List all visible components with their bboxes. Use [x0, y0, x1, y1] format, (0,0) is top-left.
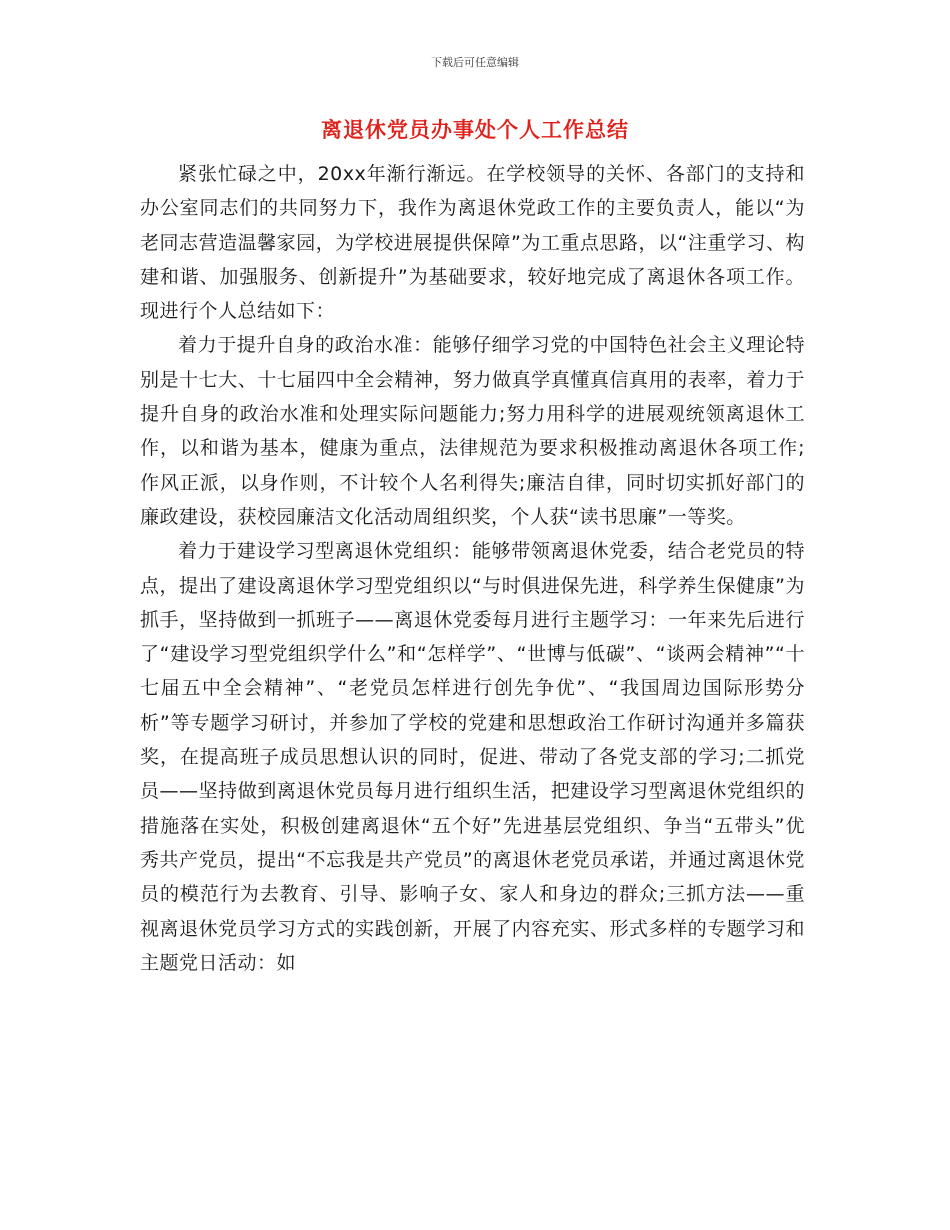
- paragraph-intro: 紧张忙碌之中，20xx年渐行渐远。在学校领导的关怀、各部门的支持和办公室同志们的共同努力下，我作为离退休党政工作的主要负责人，能以“为老同志营造温馨家园，为学校进展提供保障”为工重点思路，以“注重学习、构建和谐、加强服务、创新提升”为基础要求，较好地完成了离退休各项工作。现进行个人总结如下：: [140, 163, 805, 323]
- paragraph-learning-organization: 着力于建设学习型离退休党组织：能够带领离退休党委，结合老党员的特点，提出了建设离退休学习型党组织以“与时俱进保先进，科学养生保健康”为抓手，坚持做到一抓班子——离退休党委每月进行主题学习：一年来先后进行了“建设学习型党组织学什么”和“怎样学”、“世博与低碳”、“谈两会精神”“十七届五中全会精神”、“老党员怎样进行创先争优”、“我国周边国际形势分析”等专题学习研讨，并参加了学校的党建和思想政治工作研讨沟通并多篇获奖，在提高班子成员思想认识的同时，促进、带动了各党支部的学习;二抓党员——坚持做到离退休党员每月进行组织生活，把建设学习型离退休党组织的措施落在实处，积极创建离退休“五个好”先进基层党组织、争当“五带头”优秀共产党员，提出“不忘我是共产党员”的离退休老党员承诺，并通过离退休党员的模范行为去教育、引导、影响子女、家人和身边的群众;三抓方法——重视离退休党员学习方式的实践创新，开展了内容充实、形式多样的专题学习和主题党日活动：如: [140, 540, 805, 974]
- page-header-note: 下载后可任意编辑: [431, 56, 519, 69]
- document-title: 离退休党员办事处个人工作总结: [321, 118, 629, 142]
- document-body: [140, 157, 805, 980]
- paragraph-political-level: 着力于提升自身的政治水准：能够仔细学习党的中国特色社会主义理论特别是十七大、十七届四中全会精神，努力做真学真懂真信真用的表率，着力于提升自身的政治水准和处理实际问题能力;努力用科学的进展观统领离退休工作，以和谐为基本，健康为重点，法律规范为要求积极推动离退休各项工作;作风正派，以身作则，不计较个人名利得失;廉洁自律，同时切实抓好部门的廉政建设，获校园廉洁文化活动周组织奖，个人获“读书思廉”一等奖。: [140, 334, 805, 528]
